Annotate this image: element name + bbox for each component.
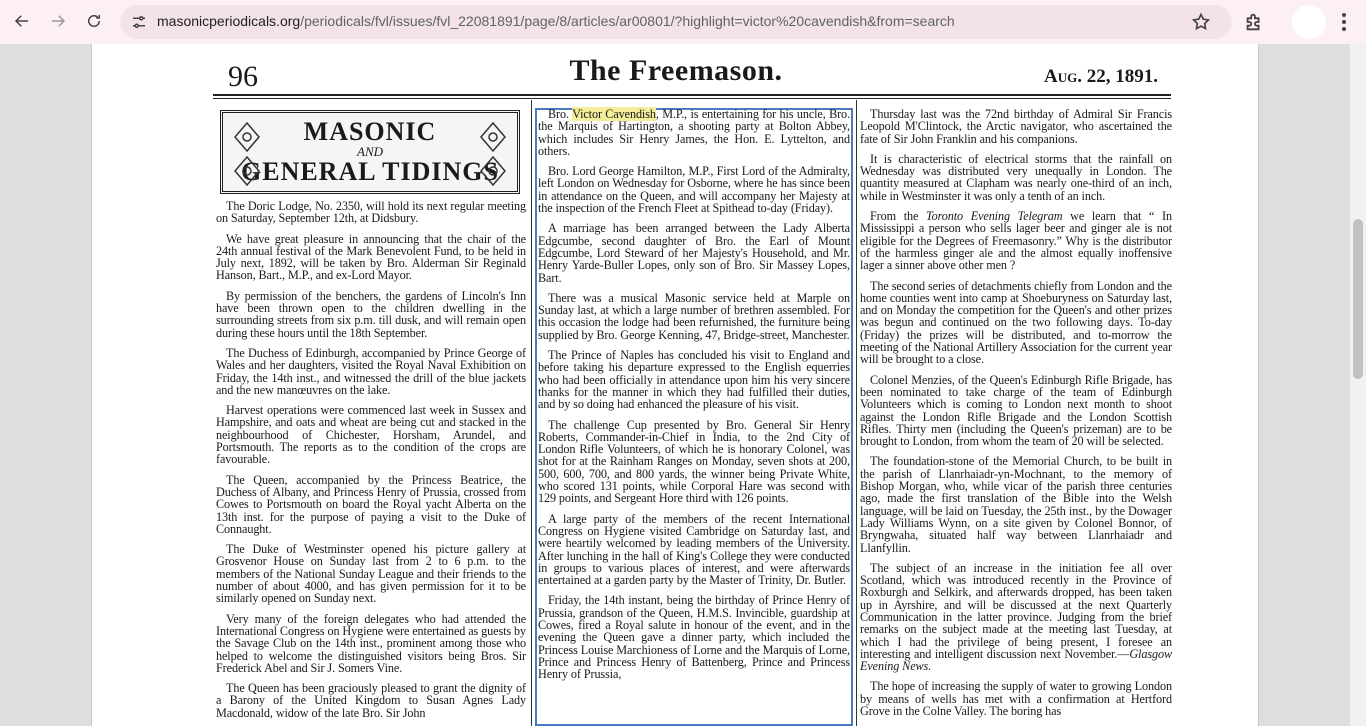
publication-name: Glasgow Evening News. [860,646,1172,674]
newspaper-page [91,44,1259,726]
ornament-icon [227,117,267,191]
arrow-right-icon [49,12,67,30]
search-highlight: Victor Cavendish [572,107,656,121]
section-banner [220,110,520,194]
column-3 [860,108,1172,725]
banner-line-2: AND [357,144,383,159]
reload-button[interactable] [77,4,111,38]
paragraph: Thursday last was the 72nd birthday of Admiral Sir Francis Leopold M'Clintock, the Arctic navigator, who ascertained the fate of Sir John Franklin and his companions. [860,107,1172,146]
masthead: The Freemason. [569,54,783,87]
paragraph: It is characteristic of electrical storms that the rainfall on Wednesday was distributed very unequally in London. The quantity measured at Clapham was nearly one-third of an inch, while in Westminster it was only a tenth of an inch. [860,151,1172,203]
paragraph: The second series of detachments chiefly from London and the home counties went into camp at Shoeburyness on Saturday last, and on Monday the competition for the Queen's and other prizes was begun and continued on the two following days. To-day (Friday) the prizes will be distributed, and to-morrow the meeting of the National Artillery Association for the current year will be brought to a close. [860,278,1172,367]
paragraph: By permission of the benchers, the gardens of Lincoln's Inn have been thrown open to the children dwelling in the surrounding streets from six p.m. till dusk, and will remain open during these hours until the 18th September. [216,288,526,340]
paragraph: The Queen has been graciously pleased to grant the dignity of a Barony of the United Kingdom to Susan Agnes Lady Macdonald, widow of the late Bro. Sir John [216,681,526,720]
paragraph: The hope of increasing the supply of water to growing London by means of wells has met with a confirmation at Hertford Grove in the Colne Valley. The boring has [860,679,1172,719]
address-bar[interactable] [120,5,1232,39]
header-rule-thin [213,98,1171,99]
paragraph: There was a musical Masonic service held at Marple on Sunday last, at which a large number of brethren assembled. For this occasion the lodge had been refurnished, the furniture being supplied by Bro. George Kenning, 47, Bridge-street, Manchester. [538,290,850,342]
vertical-scrollbar[interactable] [1350,44,1366,726]
column-1 [216,200,526,726]
banner-line-1: MASONIC [303,117,437,146]
browser-toolbar [0,0,1366,44]
kebab-menu-icon[interactable] [1335,10,1353,34]
text-run: , M.P., is entertaining for his uncle, Bro. the Marquis of Hartington, a shooting party at Bolton Abbey, which includes Sir Henry James, the Hon. E. Lyttelton, and others. [538,107,850,158]
text-run: Bro. [548,107,573,121]
forward-button[interactable] [41,4,75,38]
paragraph: Bro. Lord George Hamilton, M.P., First Lord of the Admiralty, left London on Wednesday for Osborne, where he has since been in attendance on the Queen, and will accompany her Majesty at the inspection of the French Fleet at Spithead to-day (Friday). [538,164,850,216]
paragraph [538,108,850,157]
paragraph: Colonel Menzies, of the Queen's Edinburgh Rifle Brigade, has been nominated to take charge of the team of Edinburgh Volunteers which is coming to London next month to shoot against the London Rifle Brigade and the London Scottish Rifles. Thirty men (including the Queen's prizeman) are to be brought to London, from whom the team of 20 will be selected. [860,372,1172,449]
paragraph: A large party of the members of the recent International Congress on Hygiene visited Cambridge on Saturday last, and were heartily welcomed by leading members of the University. After lunching in the hall of King's College they were conducted in groups to various places of interest, and were afterwards entertained at a garden party by the Master of Trinity, Dr. Butler. [538,511,850,588]
paragraph: The Doric Lodge, No. 2350, will hold its next regular meeting on Saturday, September 12th, at Didsbury. [216,199,526,226]
column-divider [531,100,532,726]
paragraph: The Duke of Westminster opened his picture gallery at Grosvenor House on Sunday last from 2 to 6 p.m. to the members of the National Sunday League and their friends to the number of about 4000, and has given permission for it to be similarly opened on Sunday next. [216,542,526,606]
paragraph: The challenge Cup presented by Bro. General Sir Henry Roberts, Commander-in-Chief in India, to the 2nd City of London Rifle Volunteers, of which he is honorary Colonel, was shot for at the Rainham Ranges on Monday, seven shots at 200, 500, 600, 700, and 800 yards, the winner being Private White, who scored 131 points, while Corporal Hare was second with 129 points, and Sergeant Hore third with 126 points. [538,417,850,506]
arrow-left-icon [13,12,31,30]
issue-date: Aug. 22, 1891. [1044,66,1158,87]
paragraph: The foundation-stone of the Memorial Church, to be built in the parish of Llanrhaiadr-yn-Mochnant, to the memory of Bishop Morgan, who, while vicar of the parish three centuries ago, made the first translation of the Bible into the Welsh language, will be laid on Tuesday, the 25th inst., by the Dowager Lady Williams Wynn, on a site given by Colonel Bonnor, of Bryngwaha, situated half way between Llanrhaiadr and Llanfyllin. [860,454,1172,555]
paragraph: The Duchess of Edinburgh, accompanied by Prince George of Wales and her daughters, visited the Royal Naval Exhibition on Friday, the 14th inst., and witnessed the drill of the blue jackets and the new manœuvres on the lake. [216,345,526,397]
reload-icon [85,12,103,30]
text-run: we learn that “ In Mississippi a person who sells lager beer and ginger ale is not eligible for the Degrees of Freemasonry.” Why is the distributor of the harmless ginger ale and the almost equally inoffensive lager a sinner above other men ? [860,209,1172,273]
banner-line-3: GENERAL TIDINGS [241,157,499,186]
column-divider [856,100,857,726]
url-text[interactable] [157,13,955,29]
paragraph [860,562,1172,673]
paragraph: The Prince of Naples has concluded his visit to England and before taking his departure expressed to the English equerries who had been officially in attendance upon him his very sincere thanks for the manner in which they had fulfilled their duties, and by so doing had enhanced the pleasure of his visit. [538,348,850,412]
ornament-icon [473,117,513,191]
puzzle-icon[interactable] [1243,11,1265,33]
column-2-article [538,108,850,688]
paragraph: A marriage has been arranged between the Lady Alberta Edgcumbe, second daughter of Bro. the Earl of Mount Edgcumbe, Lord Steward of her Majesty's Household, and Mr. Henry Yarde-Buller Lopes, only son of Bro. Sir Massey Lopes, Bart. [538,221,850,285]
text-run: The subject of an increase in the initiation fee all over Scotland, which was introduced recently in the Province of Roxburgh and Selkirk, and afterwards dropped, has been taken up in Ayrshire, and will be discussed at the next Quarterly Communication in the latter province. Judging from the brief remarks on the subject made at the meeting last Tuesday, at which I had the privilege of being present, I foresee an interesting and intelligent discussion next November.— [860,560,1172,661]
paragraph: Very many of the foreign delegates who had attended the International Congress on Hygiene were entertained as guests by the Savage Club on the 14th inst., prominent among those who helped to welcome the distinguished visitors being Bros. Sir Frederick Abel and Sir J. Somers Vine. [216,611,526,675]
text-run: From the [870,209,927,224]
url-path: /periodicals/fvl/issues/fvl_22081891/page/8/articles/ar00801/?highlight=victor%20cavendish&from=search [300,13,955,29]
paragraph: The Queen, accompanied by the Princess Beatrice, the Duchess of Albany, and Princess Henry of Prussia, crossed from Cowes to Portsmouth on board the Royal yacht Alberta on the 13th inst. for the purpose of paying a visit to the Duke of Connaught. [216,472,526,536]
star-icon[interactable] [1191,12,1211,32]
header-rule [213,94,1171,96]
paragraph: We have great pleasure in announcing that the chair of the 24th annual festival of the Mark Benevolent Fund, to be held in July next, 1892, will be taken by Bro. Alderman Sir Reginald Hanson, Bart., M.P., and ex-Lord Mayor. [216,231,526,283]
tune-icon[interactable] [130,13,148,31]
url-host: masonicperiodicals.org [157,13,301,29]
profile-avatar[interactable] [1292,5,1326,39]
paragraph [860,210,1172,271]
scrollbar-thumb[interactable] [1353,219,1363,379]
page-number: 96 [228,60,258,93]
paragraph: Harvest operations were commenced last week in Sussex and Hampshire, and oats and wheat are being cut and stacked in the neighbourhood of Chichester, Horsham, Arundel, and Portsmouth. The reports as to the condition of the crops are favourable. [216,403,526,467]
publication-name: Toronto Evening Telegram [926,209,1063,224]
paragraph: Friday, the 14th instant, being the birthday of Prince Henry of Prussia, grandson of the Queen, H.M.S. Invincible, guardship at Cowes, fired a Royal salute in honour of the event, and in the evening the Queen gave a dinner party, which included the Princess Louise Marchioness of Lorne and the Marquis of Lorne, Prince and Princess Henry of Battenberg, Prince and Princess Henry of Prussia, [538,593,850,682]
back-button[interactable] [5,4,39,38]
page-viewport [0,44,1366,726]
page-scan [92,44,1259,726]
